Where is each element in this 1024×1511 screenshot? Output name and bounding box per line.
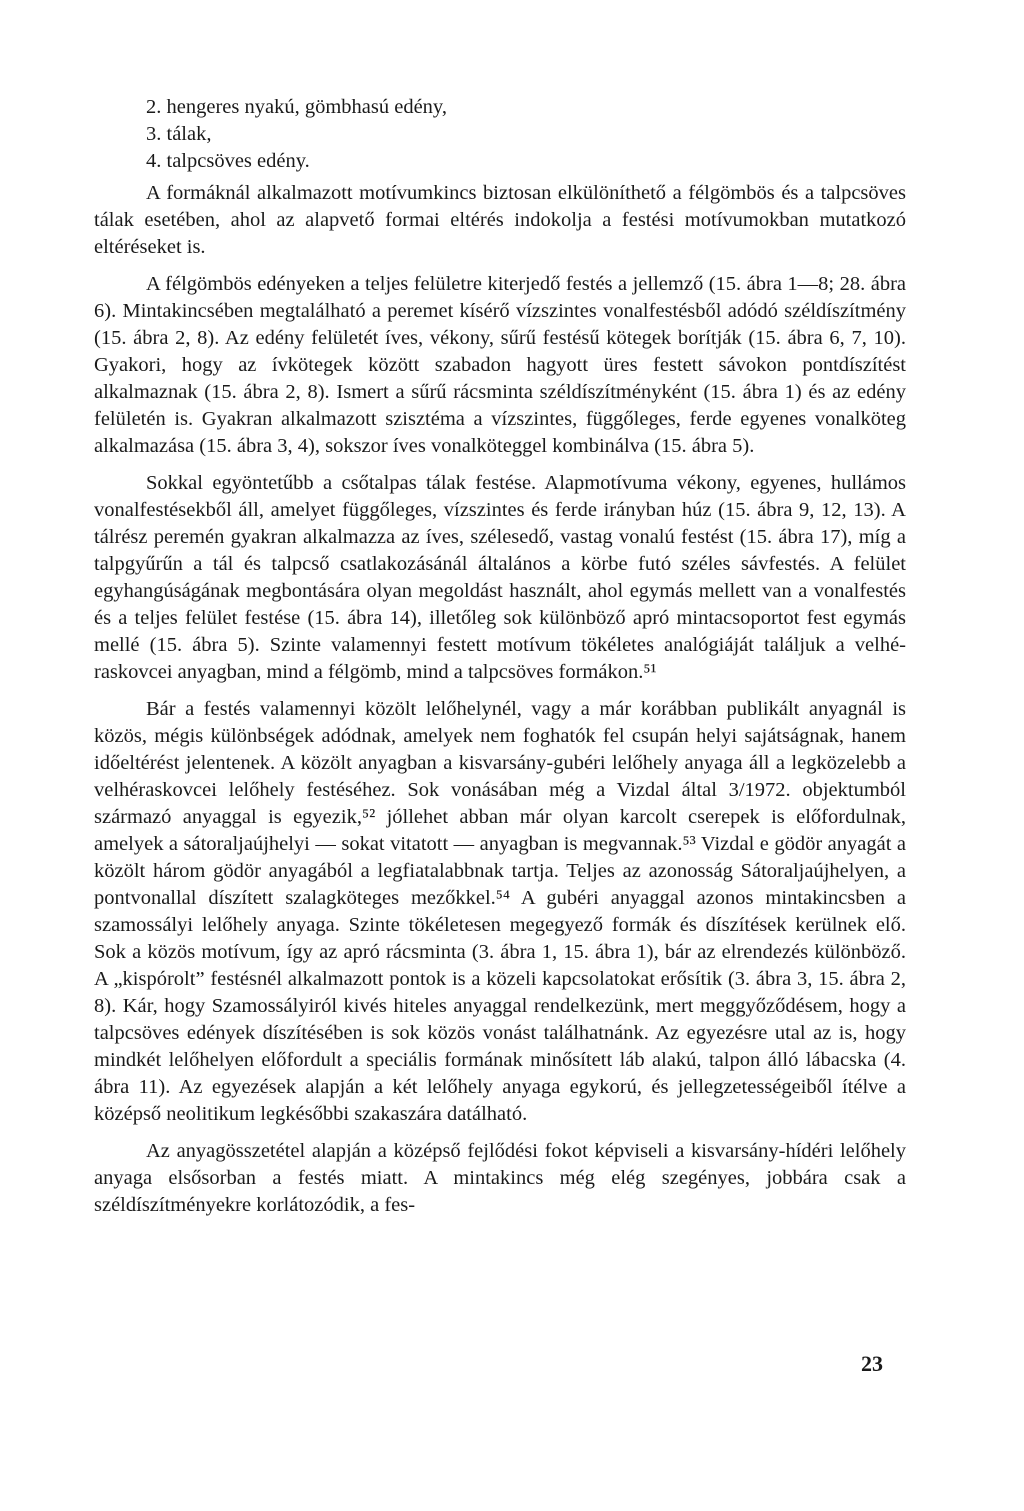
page-body <box>94 94 906 1219</box>
paragraph: A formáknál alkalmazott motívumkincs biztosan elkülöníthető a félgömbös és a talpcsöves tálak esetében, ahol az alapvető formai eltérés indokolja a festési motívumokban mutatkozó eltéréseket is. <box>94 182 906 258</box>
list-item: 2. hengeres nyakú, gömbhasú edény, <box>146 96 447 118</box>
list-item: 3. tálak, <box>146 123 212 145</box>
paragraph: A félgömbös edényeken a teljes felületre kiterjedő festés a jellemző (15. ábra 1—8; 28. ábra 6). Mintakincsében megtalálható a peremet kísérő vízszintes vonalfestésből adódó széldíszítmény (15. ábra 2, 8). Az edény felületét íves, vékony, sűrű festésű kötegek borítják (15. ábra 6, 7, 10). Gyakori, hogy az ívkötegek között szabadon hagyott üres festett sávokon pontdíszítést alkalmaznak (15. ábra 2, 8). Ismert a sűrű rácsminta széldíszítményként (15. ábra 1) és az edény felületén is. Gyakran alkalmazott szisztéma a vízszintes, függőleges, ferde egyenes vonalköteg alkalmazása (15. ábra 3, 4), sokszor íves vonalkötеggel kombinálva (15. ábra 5). <box>94 273 906 457</box>
page-number: 23 <box>861 1351 883 1376</box>
paragraph: Az anyagösszetétel alapján a középső fejlődési fokot képviseli a kisvarsány-hídéri lelőhely anyaga elsősorban a festés miatt. A mintakincs még elég szegényes, jobbára csak a széldíszítményekre korlátozódik, a fes- <box>94 1140 906 1216</box>
list-item: 4. talpcsöves edény. <box>146 150 310 172</box>
paragraph: Sokkal egyöntetűbb a csőtalpas tálak festése. Alapmotívuma vékony, egyenes, hullámos vonalfestésekből áll, amelyet függőleges, vízszintes és ferde irányban húz (15. ábra 9, 12, 13). A tálrész peremén gyakran alkalmazza az íves, szélesedő, vastag vonalú festést (15. ábra 17), míg a talpgyűrűn a tál és talpcső csatlakozásánál általános a körbe futó széles sávfestés. A felület egyhangúságának megbontására olyan megoldást használt, ahol egymás mellett van a vonalfestés és a teljes felület festése (15. ábra 14), illetőleg sok különböző apró mintacsoportot fest egymás mellé (15. ábra 5). Szinte valamennyi festett motívum tökéletes analógiáját találjuk a velhé-raskovcei anyagban, mind a félgömb, mind a talpcsöves formákon.⁵¹ <box>94 472 906 683</box>
paragraph: Bár a festés valamennyi közölt lelőhelynél, vagy a már korábban publikált anyagnál is közös, mégis különbségek adódnak, amelyek nem foghatók fel csupán helyi sajátságnak, hanem időeltérést jelentenek. A közölt anyagban a kisvarsány-gubéri lelőhely anyaga áll a legközelebb a velhéraskovcei lelőhely festéséhez. Sok vonásában még a Vizdal által 3/1972. objektumból származó anyaggal is egyezik,⁵² jóllehet abban már olyan karcolt cserepek is előfordulnak, amelyek a sátoraljaújhelyi — sokat vitatott — anyagban is megvannak.⁵³ Vizdal e gödör anyagát a közölt három gödör anyagából a legfiatalabbnak tartja. Teljes az azonosság Sátoraljaújhelyen, a pontvonallal díszített szalagkötеges mezőkkel.⁵⁴ A gubéri anyaggal azonos mintakincsben a szamossályi lelőhely anyaga. Szinte tökéletesen megegyező formák és díszítések kerülnek elő. Sok a közös motívum, így az apró rácsminta (3. ábra 1, 15. ábra 1), bár az elrendezés különböző. A „kispórolt” festésnél alkalmazott pontok is a közeli kapcsolatokat erősítik (3. ábra 3, 15. ábra 2, 8). Kár, hogy Szamossályiról kivés hiteles anyaggal rendelkezünk, mert meggyőződésem, hogy a talpcsöves edények díszítésében is sok közös vonást találhatnánk. Az egyezésre utal az is, hogy mindkét lelőhelyen előfordult a speciális formának minősített láb alakú, talpon álló lábacska (4. ábra 11). Az egyezések alapján a két lelőhely anyaga egykorú, és jellegzetességeiből ítélve a középső neolitikum legkésőbbi szakaszára datálható. <box>94 698 906 1125</box>
form-list <box>146 94 906 175</box>
